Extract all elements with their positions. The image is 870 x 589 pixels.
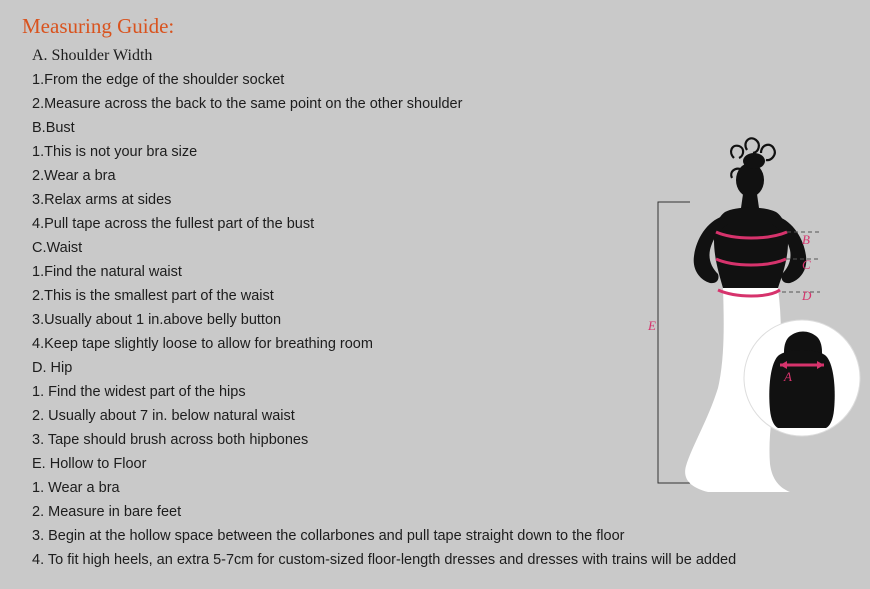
guide-line: 1.From the edge of the shoulder socket bbox=[32, 72, 285, 88]
neck-shape bbox=[741, 194, 759, 208]
guide-line: 2. Measure in bare feet bbox=[32, 504, 182, 520]
label-bust: B bbox=[802, 232, 810, 247]
guide-line: 1. Find the widest part of the hips bbox=[32, 384, 246, 400]
label-shoulder: A bbox=[784, 369, 792, 384]
guide-line: 4.Pull tape across the fullest part of the bust bbox=[32, 216, 315, 232]
guide-line: 3.Usually about 1 in.above belly button bbox=[32, 312, 282, 328]
guide-line: 1.Find the natural waist bbox=[32, 264, 182, 280]
page-title: Measuring Guide: bbox=[22, 14, 175, 38]
label-hollow-to-floor: E bbox=[648, 318, 656, 333]
guide-line: 1.This is not your bra size bbox=[32, 144, 198, 160]
guide-line: 1. Wear a bra bbox=[32, 480, 120, 496]
inset-body-shape bbox=[769, 350, 834, 428]
label-hip: D bbox=[802, 288, 812, 303]
guide-line: E. Hollow to Floor bbox=[32, 456, 147, 472]
guide-line: 2.Wear a bra bbox=[32, 168, 116, 184]
guide-line: 3. Tape should brush across both hipbones bbox=[32, 432, 309, 448]
shoulder-inset bbox=[744, 320, 860, 436]
guide-line: 3.Relax arms at sides bbox=[32, 192, 172, 208]
guide-line: 3. Begin at the hollow space between the collarbones and pull tape straight down to the floor bbox=[32, 528, 625, 544]
hair-bun-shape bbox=[743, 153, 765, 169]
guide-line: 2. Usually about 7 in. below natural waist bbox=[32, 408, 295, 424]
guide-line: C.Waist bbox=[32, 240, 83, 256]
guide-line: 2.Measure across the back to the same point on the other shoulder bbox=[32, 96, 463, 112]
guide-line: 2.This is the smallest part of the waist bbox=[32, 288, 274, 304]
hollow-to-floor-bracket bbox=[658, 202, 690, 483]
guide-line: A. Shoulder Width bbox=[32, 47, 153, 64]
guide-line: 4. To fit high heels, an extra 5-7cm for custom-sized floor-length dresses and dresses with trains will be added bbox=[32, 552, 737, 568]
label-waist: C bbox=[802, 257, 811, 272]
guide-line: D. Hip bbox=[32, 360, 73, 376]
dress-silhouette-illustration bbox=[630, 120, 870, 520]
measurement-figure bbox=[630, 120, 870, 520]
guide-line: 4.Keep tape slightly loose to allow for breathing room bbox=[32, 336, 373, 352]
guide-line: B.Bust bbox=[32, 120, 75, 136]
